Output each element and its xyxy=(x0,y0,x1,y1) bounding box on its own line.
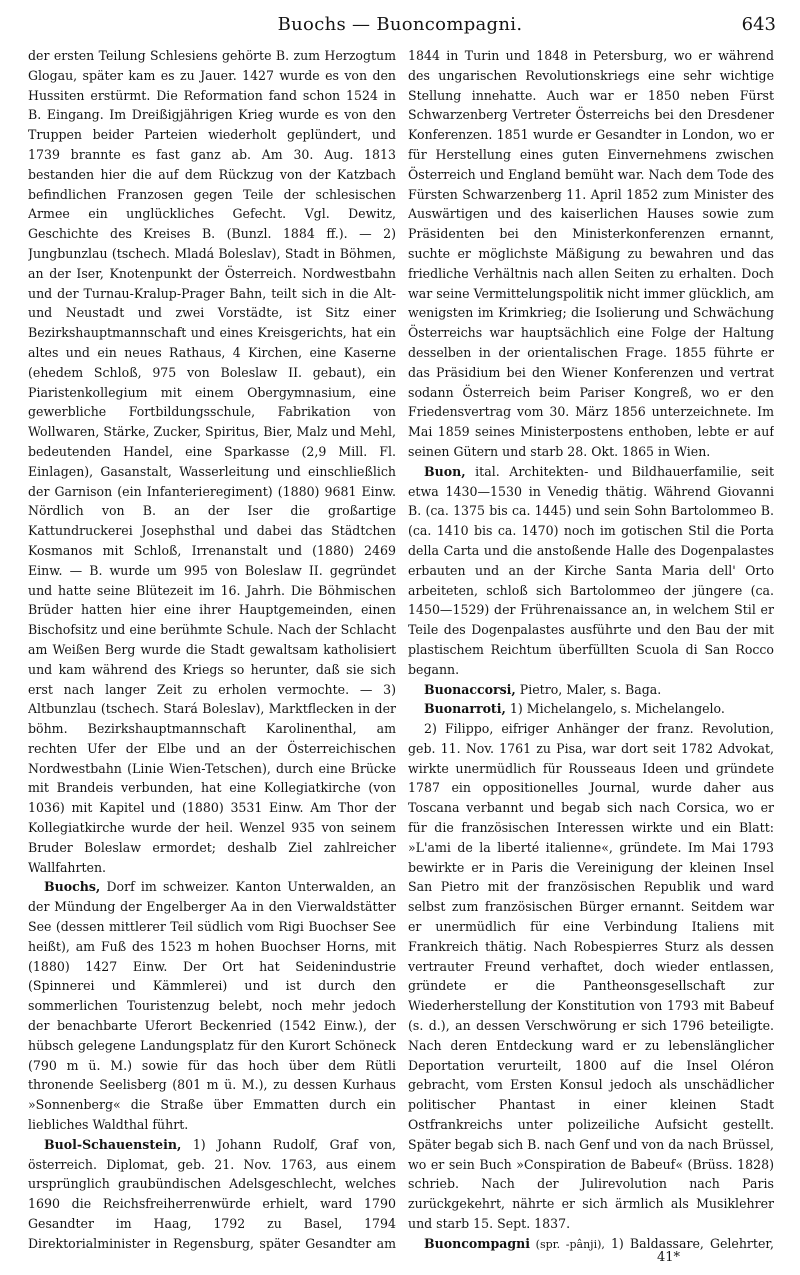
entry-headword: Buonaccorsi, xyxy=(424,681,516,697)
dictionary-entry xyxy=(28,877,396,1134)
entry-headword: Buol-Schauenstein, xyxy=(44,1136,182,1152)
right-column xyxy=(408,46,774,1256)
running-title: Buochs — Buoncompagni. xyxy=(277,14,523,35)
entry-headword: Buoncompagni xyxy=(424,1235,531,1251)
entry-text: 1) Baldassare, Gelehrter, xyxy=(610,1235,774,1251)
dictionary-entry xyxy=(408,680,774,700)
entry-headword: Buonarroti, xyxy=(424,701,506,717)
dictionary-entry xyxy=(408,462,774,680)
continued-text: der ersten Teilung Schlesiens gehörte B. zum Herzogtum Glogau, später kam es zu Jauer. 1427 wurde es von den Hussiten erstürmt. Die Reformation fand schon 1524 in B. Eingang. Im Dreißigjährigen Krieg wurde es von den Truppen beider Parteien wiederholt geplündert, und 1739 brannte es fast ganz ab. Am 30. Aug. 1813 bestanden hier die auf dem Rückzug von der Katzbach befindlichen Franzosen gegen Teile der schlesischen Armee ein unglückliches Gefecht. Vgl. Dewitz, Geschichte des Kreises B. (Bunzl. 1884 ff.). — 2) Jungbunzlau (tschech. Mladá Boleslav), Stadt in Böhmen, an der Iser, Knotenpunkt der Österreich. Nordwestbahn und der Turnau-Kralup-Prager Bahn, teilt sich in die Alt- und Neustadt und zwei Vorstädte, ist Sitz einer Bezirkshauptmannschaft und eines Kreisgerichts, hat ein altes und ein neues Rathaus, 4 Kirchen, eine Kaserne (ehedem Schloß, 975 von Boleslaw II. gebaut), ein Piaristenkollegium mit einem Obergymnasium, eine gewerbliche Fortbildungsschule, Fabrikation von Wollwaren, Stärke, Zucker, Spiritus, Bier, Malz und Mehl, bedeutenden Handel, eine Sparkasse (2,9 Mill. Fl. Einlagen), Gasanstalt, Wasserleitung und einschließlich der Garnison (ein Infanterieregiment) (1880) 9681 Einw. Nördlich von B. an der Iser die großartige Kattundruckerei Josephsthal und dabei das Städtchen Kosmanos mit Schloß, Irrenanstalt und (1880) 2469 Einw. — B. wurde um 995 von Boleslaw II. gegründet und hatte seine Blütezeit im 16. Jahrh. Die Böhmischen Brüder hatten hier eine ihrer Hauptgemeinden, einen Bischofsitz und eine berühmte Schule. Nach der Schlacht am Weißen Berg wurde die Stadt gewaltsam katholisiert und kam während des Kriegs so herunter, daß sie sich erst nach langer Zeit zu erholen vermochte. — 3) Altbunzlau (tschech. Stará Boleslav), Marktflecken in der böhm. Bezirkshauptmannschaft Karolinenthal, am rechten Ufer der Elbe und an der Österreichischen Nordwestbahn (Linie Wien-Tetschen), durch eine Brücke mit Brandeis verbunden, hat eine Kollegiatkirche (von 1036) mit Kapitel und (1880) 3531 Einw. Am Thor der Kollegiatkirche wurde der heil. Wenzel 935 von seinem Bruder Boleslaw ermordet; deshalb Ziel zahlreicher Wallfahrten. xyxy=(28,48,396,875)
entry-text: Dorf im schweizer. Kanton Unterwalden, an der Mündung der Engelberger Aa in den Vierwaldstätter See (dessen mittlerer Teil südlich vom Rigi Buochser See heißt), am Fuß des 1523 m hohen Buochser Horns, mit (1880) 1427 Einw. Der Ort hat Seidenindustrie (Spinnerei und Kämmlerei) und ist durch den sommerlichen Touristenzug belebt, noch mehr jedoch der benachbarte Uferort Beckenried (1542 Einw.), der hübsch gelegene Landungsplatz für den Kurort Schöneck (790 m ü. M.) sowie für das hoch über dem Rütli thronende Seelisberg (801 m ü. M.), zu dessen Kurhaus »Sonnenberg« die Straße über Emmatten durch ein liebliches Waldthal führt. xyxy=(28,879,396,1133)
entry-subparagraph: 2) Filippo, eifriger Anhänger der franz. Revolution, geb. 11. Nov. 1761 zu Pisa, war dort seit 1782 Advokat, wirkte unermüdlich für Rousseaus Ideen und gründete 1787 ein oppositionelles Journal, wurde daher aus Toscana verbannt und begab sich nach Corsica, wo er für die französischen Interessen wirkte und ein Blatt: »L'ami de la liberté italienne«, gründete. Im Mai 1793 bewirkte er in Paris die Vereinigung der kleinen Insel San Pietro mit der französischen Republik und ward selbst zum französischen Bürger ernannt. Seitdem war er unermüdlich für eine Verbindung Italiens mit Frankreich thätig. Nach Robespierres Sturz als dessen vertrauter Freund verhaftet, doch wieder entlassen, gründete er die Pantheonsgesellschaft zur Wiederherstellung der Konstitution von 1793 mit Babeuf (s. d.), an dessen Verschwörung er sich 1796 beteiligte. Nach deren Entdeckung ward er zu lebenslänglicher Deportation verurteilt, 1800 auf die Insel Oléron gebracht, vom Ersten Konsul jedoch als unschädlicher politischer Phantast in einer kleinen Stadt Ostfrankreichs unter polizeiliche Aufsicht gestellt. Später begab sich B. nach Genf und von da nach Brüssel, wo er sein Buch »Conspiration de Babeuf« (Brüss. 1828) schrieb. Nach der Julirevolution nach Paris zurückgekehrt, nährte er sich ärmlich als Musiklehrer und starb 15. Sept. 1837. xyxy=(408,721,774,1232)
dictionary-entry xyxy=(408,699,774,719)
entry-text: Pietro, Maler, s. Baga. xyxy=(515,681,662,697)
sheet-signature: 41* xyxy=(656,1250,680,1265)
entry-text: 1) Johann Rudolf, Graf von, österreich. Diplomat, geb. 21. Nov. 1763, aus einem ursprünglich graubündischen Adelsgeschlecht, welches 1690 die Reichsfreiherrenwürde erhielt, ward 1790 Gesandter im Haag, 1792 zu Basel, 1794 Direktorialminister in Regensburg, später Gesandter am xyxy=(28,1136,396,1251)
entry-text: 1) Michelangelo, s. Michelangelo. xyxy=(505,701,725,717)
entry-text: ital. Architekten- und Bildhauerfamilie, seit etwa 1430—1530 in Venedig thätig. Während Giovanni B. (ca. 1375 bis ca. 1445) und sein Sohn Bartolommeo B. (ca. 1410 bis ca. 1470) noch im gotischen Stil die Porta della Carta und die anstoßende Halle des Dogenpalastes erbauten und an der Kirche Santa Maria dell' Orto arbeiteten, schloß sich Bartolommeo der jüngere (ca. 1450—1529) der Frührenaissance an, in welchem Stil er Teile des Dogenpalastes ausführte und den Bau der mit plastischem Reichtum überfüllten Scuola di San Rocco begann. xyxy=(408,463,774,677)
entry-pronunciation: (spr. -pânji), xyxy=(530,1237,605,1251)
continued-text: 1844 in Turin und 1848 in Petersburg, wo er während des ungarischen Revolutionskriegs eine sehr wichtige Stellung innehatte. Auch war er 1850 neben Fürst Schwarzenberg Vertreter Österreichs bei den Dresdener Konferenzen. 1851 wurde er Gesandter in London, wo er für Herstellung eines guten Einvernehmens zwischen Österreich und England bemüht war. Nach dem Tode des Fürsten Schwarzenberg 11. April 1852 zum Minister des Auswärtigen und des kaiserlichen Hauses sowie zum Präsidenten bei den Ministerkonferenzen ernannt, suchte er möglichste Mäßigung zu bewahren und das friedliche Verhältnis nach allen Seiten zu erhalten. Doch war seine Vermittelungspolitik nicht immer glücklich, am wenigsten im Krimkrieg; die Isolierung und Schwächung Österreichs war hauptsächlich eine Folge der Haltung desselben in der orientalischen Frage. 1855 führte er das Präsidium bei den Wiener Konferenzen und vertrat sodann Österreich beim Pariser Kongreß, wo er den Friedensvertrag vom 30. März 1856 unterzeichnete. Im Mai 1859 seines Ministerpostens enthoben, lebte er auf seinen Gütern und starb 28. Okt. 1865 in Wien. xyxy=(408,48,774,459)
page-header xyxy=(0,10,800,40)
page-number: 643 xyxy=(741,14,776,35)
dictionary-entry xyxy=(28,1135,396,1256)
left-column xyxy=(28,46,396,1256)
entry-headword: Buochs, xyxy=(44,879,101,895)
dictionary-entry xyxy=(408,1234,774,1256)
entry-headword: Buon, xyxy=(424,463,466,479)
